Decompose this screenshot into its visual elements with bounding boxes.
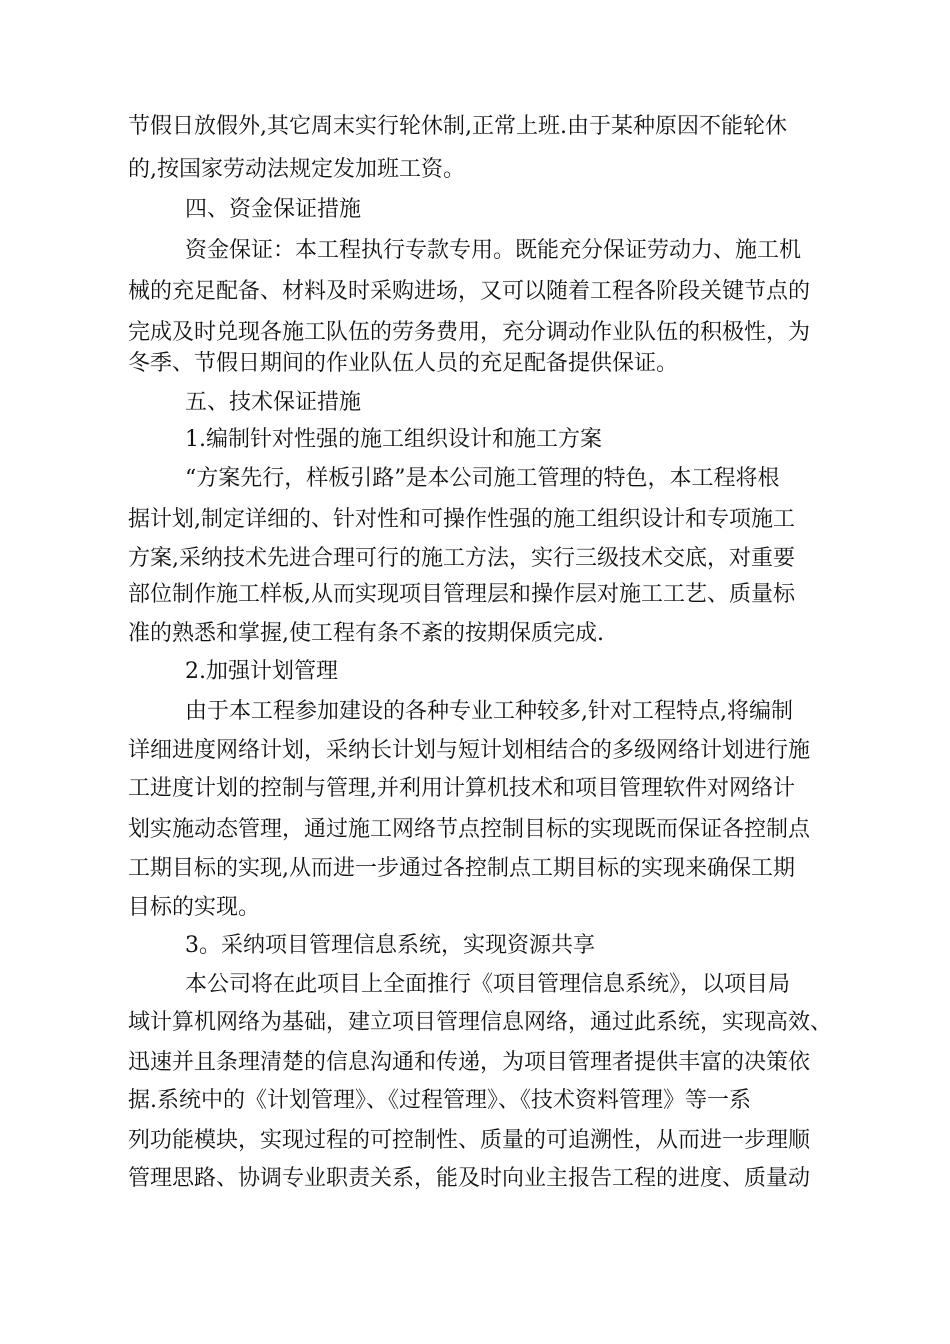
text-line-10: “方案先行，样板引路”是本公司施工管理的特色，本工程将根 bbox=[185, 466, 780, 491]
text-line-13: 部位制作施工样板,从而实现项目管理层和操作层对施工工艺、质量标 bbox=[128, 582, 795, 607]
text-line-18: 工进度计划的控制与管理,并利用计算机技术和项目管理软件对网络计 bbox=[128, 776, 795, 801]
text-line-14: 准的熟悉和掌握,使工程有条不紊的按期保质完成. bbox=[128, 621, 604, 646]
text-line-20: 工期目标的实现,从而进一步通过各控制点工期目标的实现来确保工期 bbox=[128, 856, 795, 881]
text-line-1: 节假日放假外,其它周末实行轮休制,正常上班.由于某种原因不能轮休 bbox=[128, 114, 787, 139]
subheading-construction-plan: 1.编制针对性强的施工组织设计和施工方案 bbox=[185, 427, 602, 452]
text-line-6: 完成及时兑现各施工队伍的劳务费用，充分调动作业队伍的积极性，为 bbox=[128, 320, 811, 345]
text-line-2: 的,按国家劳动法规定发加班工资。 bbox=[128, 157, 465, 182]
text-line-16: 由于本工程参加建设的各种专业工种较多,针对工程特点,将编制 bbox=[185, 699, 793, 724]
subheading-information-system: 3。采纳项目管理信息系统，实现资源共享 bbox=[185, 933, 595, 958]
subheading-planning-management: 2.加强计划管理 bbox=[185, 659, 338, 684]
text-line-12: 方案,采纳技术先进合理可行的施工方法，实行三级技术交底，对重要 bbox=[128, 546, 795, 571]
text-line-19: 划实施动态管理，通过施工网络节点控制目标的实现既而保证各控制点 bbox=[128, 817, 811, 842]
text-line-4: 资金保证：本工程执行专款专用。既能充分保证劳动力、施工机 bbox=[185, 238, 802, 263]
text-line-28: 管理思路、协调专业职责关系，能及时向业主报告工程的进度、质量动 bbox=[128, 1166, 811, 1191]
text-line-23: 本公司将在此项目上全面推行《项目管理信息系统》，以项目局 bbox=[185, 972, 791, 997]
text-line-27: 列功能模块，实现过程的可控制性、质量的可追溯性，从而进一步理顺 bbox=[128, 1128, 811, 1153]
text-line-11: 据计划,制定详细的、针对性和可操作性强的施工组织设计和专项施工 bbox=[128, 507, 795, 532]
text-line-25: 迅速并且条理清楚的信息沟通和传递，为项目管理者提供丰富的决策依 bbox=[128, 1050, 811, 1075]
text-line-5: 械的充足配备、材料及时采购进场，又可以随着工程各阶段关键节点的 bbox=[128, 279, 811, 304]
text-line-26: 据.系统中的《计划管理》、《过程管理》、《技术资料管理》等一系 bbox=[128, 1088, 751, 1113]
text-line-24: 域计算机网络为基础，建立项目管理信息网络，通过此系统，实现高效、 bbox=[128, 1010, 833, 1035]
text-line-7: 冬季、节假日期间的作业队伍人员的充足配备提供保证。 bbox=[128, 351, 679, 376]
text-line-17: 详细进度网络计划，采纳长计划与短计划相结合的多级网络计划进行施 bbox=[128, 738, 811, 763]
text-line-21: 目标的实现。 bbox=[128, 895, 261, 920]
section-heading-funding: 四、资金保证措施 bbox=[185, 197, 362, 222]
section-heading-technical: 五、技术保证措施 bbox=[185, 390, 362, 415]
